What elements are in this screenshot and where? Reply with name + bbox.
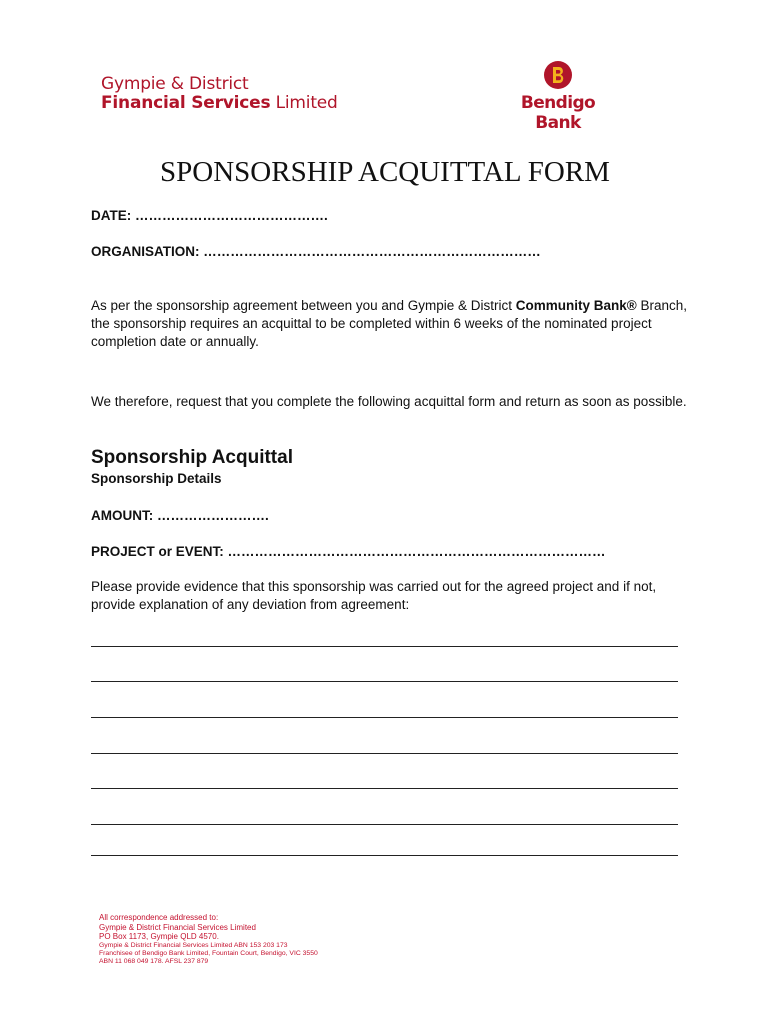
bendigo-bank-logo bbox=[498, 60, 618, 133]
section-subheading: Sponsorship Details bbox=[91, 471, 222, 486]
bendigo-bank-name: Bendigo Bank bbox=[520, 93, 596, 133]
footer-line-4: Gympie & District Financial Services Limited ABN 153 203 173 bbox=[99, 941, 288, 949]
logo-line-2-bold: Financial Services bbox=[101, 93, 271, 113]
amount-field[interactable]: AMOUNT: ……………………. bbox=[91, 508, 269, 523]
logo-line-2-rest: Limited bbox=[270, 93, 338, 113]
project-event-field[interactable]: PROJECT or EVENT: ………………………………………………………………………… bbox=[91, 544, 606, 559]
gympie-district-logo bbox=[101, 76, 338, 112]
answer-line-2[interactable] bbox=[91, 681, 678, 682]
intro-text-b: Branch, the sponsorship requires an acquittal to be completed within 6 weeks of the nominated project completion date or annually. bbox=[91, 298, 687, 349]
page-title: SPONSORSHIP ACQUITTAL FORM bbox=[160, 156, 610, 188]
footer-address bbox=[99, 913, 318, 966]
footer-line-1: All correspondence addressed to: bbox=[99, 913, 219, 922]
intro-text-a: As per the sponsorship agreement between you and Gympie & District bbox=[91, 298, 516, 313]
answer-line-1[interactable] bbox=[91, 646, 678, 647]
intro-bold-community-bank: Community Bank® bbox=[515, 298, 637, 313]
evidence-paragraph: Please provide evidence that this sponsorship was carried out for the agreed project and if not, provide explanation of any deviation from agreement: bbox=[91, 579, 657, 612]
date-field[interactable]: DATE: ……………………………………. bbox=[91, 208, 328, 223]
footer-line-5: Franchisee of Bendigo Bank Limited, Fountain Court, Bendigo, VIC 3550 bbox=[99, 949, 318, 957]
intro-paragraph bbox=[91, 297, 691, 351]
logo-line-2 bbox=[101, 95, 338, 112]
footer-line-3: PO Box 1173, Gympie QLD 4570. bbox=[99, 932, 219, 942]
footer-line-6: ABN 11 068 049 178. AFSL 237 879 bbox=[99, 957, 209, 965]
request-paragraph: We therefore, request that you complete the following acquittal form and return as soon as possible. bbox=[91, 394, 687, 409]
footer-line-2: Gympie & District Financial Services Limited bbox=[99, 922, 256, 932]
organisation-field[interactable]: ORGANISATION: ………………………………………………………………… bbox=[91, 244, 541, 259]
answer-line-5[interactable] bbox=[91, 788, 678, 789]
answer-line-6[interactable] bbox=[91, 824, 678, 825]
answer-line-7[interactable] bbox=[91, 855, 678, 856]
answer-line-4[interactable] bbox=[91, 753, 678, 754]
section-heading: Sponsorship Acquittal bbox=[91, 447, 293, 468]
logo-line-1: Gympie & District bbox=[101, 74, 249, 94]
answer-line-3[interactable] bbox=[91, 717, 678, 718]
bendigo-bank-b-icon bbox=[543, 60, 573, 90]
